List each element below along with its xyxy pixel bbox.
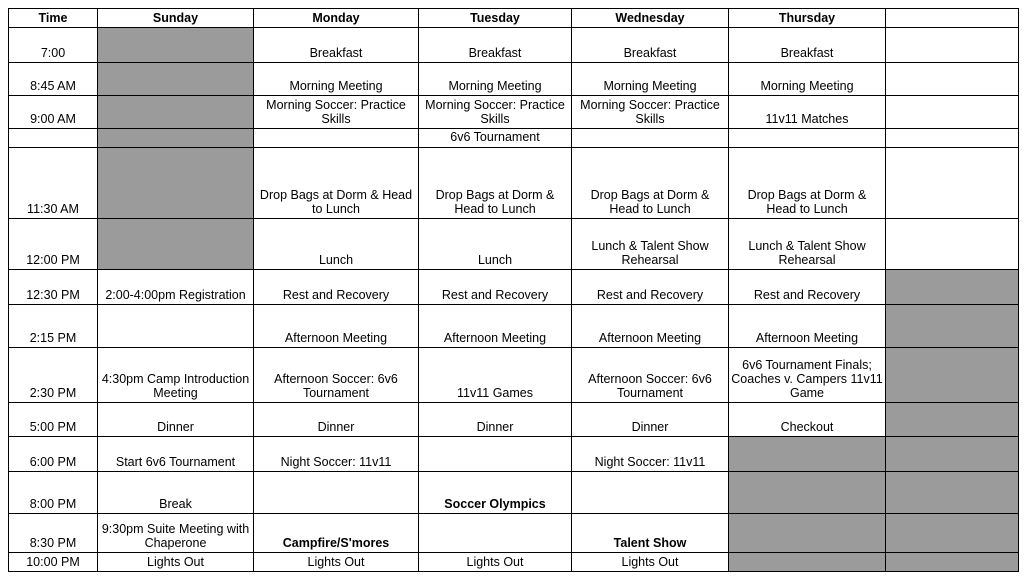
- sunday-cell: Dinner: [98, 403, 254, 437]
- sunday-cell: 9:30pm Suite Meeting with Chaperone: [98, 513, 254, 552]
- header-sunday: Sunday: [98, 9, 254, 28]
- sunday-cell: [98, 129, 254, 148]
- monday-cell: Morning Meeting: [254, 63, 419, 96]
- tuesday-cell: Lunch: [419, 218, 572, 269]
- wednesday-cell: Breakfast: [572, 28, 729, 63]
- extra-cell: [886, 129, 1019, 148]
- wednesday-cell: Dinner: [572, 403, 729, 437]
- wednesday-cell: [572, 471, 729, 513]
- monday-cell: Afternoon Meeting: [254, 304, 419, 347]
- monday-cell: [254, 129, 419, 148]
- monday-cell: [254, 471, 419, 513]
- extra-cell: [886, 403, 1019, 437]
- thursday-cell: [729, 437, 886, 471]
- monday-cell: Afternoon Soccer: 6v6 Tournament: [254, 348, 419, 403]
- table-row: [9, 471, 1019, 513]
- header-time: Time: [9, 9, 98, 28]
- tuesday-cell: Morning Soccer: Practice Skills: [419, 96, 572, 129]
- table-row: [9, 304, 1019, 347]
- table-row: [9, 96, 1019, 129]
- extra-cell: [886, 28, 1019, 63]
- tuesday-cell: Dinner: [419, 403, 572, 437]
- thursday-cell: Breakfast: [729, 28, 886, 63]
- extra-cell: [886, 148, 1019, 218]
- tuesday-cell: Soccer Olympics: [419, 471, 572, 513]
- sunday-cell: 4:30pm Camp Introduction Meeting: [98, 348, 254, 403]
- extra-cell: [886, 304, 1019, 347]
- time-cell: [9, 129, 98, 148]
- thursday-cell: Rest and Recovery: [729, 269, 886, 304]
- sunday-cell: [98, 304, 254, 347]
- sunday-cell: Break: [98, 471, 254, 513]
- monday-cell: Lights Out: [254, 552, 419, 571]
- sunday-cell: Start 6v6 Tournament: [98, 437, 254, 471]
- time-cell: 8:45 AM: [9, 63, 98, 96]
- thursday-cell: [729, 129, 886, 148]
- thursday-cell: Checkout: [729, 403, 886, 437]
- thursday-cell: Lunch & Talent Show Rehearsal: [729, 218, 886, 269]
- tuesday-cell: Morning Meeting: [419, 63, 572, 96]
- time-cell: 12:30 PM: [9, 269, 98, 304]
- wednesday-cell: Talent Show: [572, 513, 729, 552]
- tuesday-cell: 6v6 Tournament: [419, 129, 572, 148]
- extra-cell: [886, 437, 1019, 471]
- sunday-cell: [98, 218, 254, 269]
- sunday-cell: [98, 63, 254, 96]
- thursday-cell: [729, 552, 886, 571]
- tuesday-cell: 11v11 Games: [419, 348, 572, 403]
- tuesday-cell: Rest and Recovery: [419, 269, 572, 304]
- extra-cell: [886, 552, 1019, 571]
- time-cell: 8:00 PM: [9, 471, 98, 513]
- monday-cell: Dinner: [254, 403, 419, 437]
- tuesday-cell: Afternoon Meeting: [419, 304, 572, 347]
- extra-cell: [886, 269, 1019, 304]
- table-row: [9, 129, 1019, 148]
- wednesday-cell: Afternoon Soccer: 6v6 Tournament: [572, 348, 729, 403]
- monday-cell: Lunch: [254, 218, 419, 269]
- tuesday-cell: Breakfast: [419, 28, 572, 63]
- thursday-cell: Afternoon Meeting: [729, 304, 886, 347]
- monday-cell: Rest and Recovery: [254, 269, 419, 304]
- tuesday-cell: Drop Bags at Dorm & Head to Lunch: [419, 148, 572, 218]
- monday-cell: Breakfast: [254, 28, 419, 63]
- header-tuesday: Tuesday: [419, 9, 572, 28]
- sunday-cell: [98, 148, 254, 218]
- table-row: [9, 513, 1019, 552]
- time-cell: 2:15 PM: [9, 304, 98, 347]
- monday-cell: Campfire/S'mores: [254, 513, 419, 552]
- wednesday-cell: Rest and Recovery: [572, 269, 729, 304]
- header-thursday: Thursday: [729, 9, 886, 28]
- time-cell: 12:00 PM: [9, 218, 98, 269]
- thursday-cell: [729, 513, 886, 552]
- sunday-cell: Lights Out: [98, 552, 254, 571]
- time-cell: 8:30 PM: [9, 513, 98, 552]
- sunday-cell: [98, 96, 254, 129]
- time-cell: 7:00: [9, 28, 98, 63]
- extra-cell: [886, 513, 1019, 552]
- table-row: [9, 348, 1019, 403]
- extra-cell: [886, 63, 1019, 96]
- header-monday: Monday: [254, 9, 419, 28]
- table-row: [9, 63, 1019, 96]
- tuesday-cell: Lights Out: [419, 552, 572, 571]
- time-cell: 5:00 PM: [9, 403, 98, 437]
- header-wednesday: Wednesday: [572, 9, 729, 28]
- header-row: [9, 9, 1019, 28]
- wednesday-cell: [572, 129, 729, 148]
- schedule-body: [9, 28, 1019, 572]
- extra-cell: [886, 96, 1019, 129]
- thursday-cell: Drop Bags at Dorm & Head to Lunch: [729, 148, 886, 218]
- thursday-cell: Morning Meeting: [729, 63, 886, 96]
- wednesday-cell: Lunch & Talent Show Rehearsal: [572, 218, 729, 269]
- time-cell: 10:00 PM: [9, 552, 98, 571]
- time-cell: 9:00 AM: [9, 96, 98, 129]
- wednesday-cell: Afternoon Meeting: [572, 304, 729, 347]
- sunday-cell: [98, 28, 254, 63]
- extra-cell: [886, 471, 1019, 513]
- wednesday-cell: Drop Bags at Dorm & Head to Lunch: [572, 148, 729, 218]
- table-row: [9, 218, 1019, 269]
- thursday-cell: 11v11 Matches: [729, 96, 886, 129]
- monday-cell: Drop Bags at Dorm & Head to Lunch: [254, 148, 419, 218]
- time-cell: 2:30 PM: [9, 348, 98, 403]
- table-row: [9, 403, 1019, 437]
- wednesday-cell: Morning Soccer: Practice Skills: [572, 96, 729, 129]
- extra-cell: [886, 348, 1019, 403]
- time-cell: 6:00 PM: [9, 437, 98, 471]
- monday-cell: Night Soccer: 11v11: [254, 437, 419, 471]
- tuesday-cell: [419, 437, 572, 471]
- table-row: [9, 269, 1019, 304]
- thursday-cell: [729, 471, 886, 513]
- header-extra: [886, 9, 1019, 28]
- monday-cell: Morning Soccer: Practice Skills: [254, 96, 419, 129]
- sunday-cell: 2:00-4:00pm Registration: [98, 269, 254, 304]
- thursday-cell: 6v6 Tournament Finals; Coaches v. Campers 11v11 Game: [729, 348, 886, 403]
- time-cell: 11:30 AM: [9, 148, 98, 218]
- schedule-table: [8, 8, 1019, 572]
- extra-cell: [886, 218, 1019, 269]
- tuesday-cell: [419, 513, 572, 552]
- wednesday-cell: Night Soccer: 11v11: [572, 437, 729, 471]
- wednesday-cell: Morning Meeting: [572, 63, 729, 96]
- table-row: [9, 552, 1019, 571]
- table-row: [9, 437, 1019, 471]
- table-row: [9, 28, 1019, 63]
- table-row: [9, 148, 1019, 218]
- wednesday-cell: Lights Out: [572, 552, 729, 571]
